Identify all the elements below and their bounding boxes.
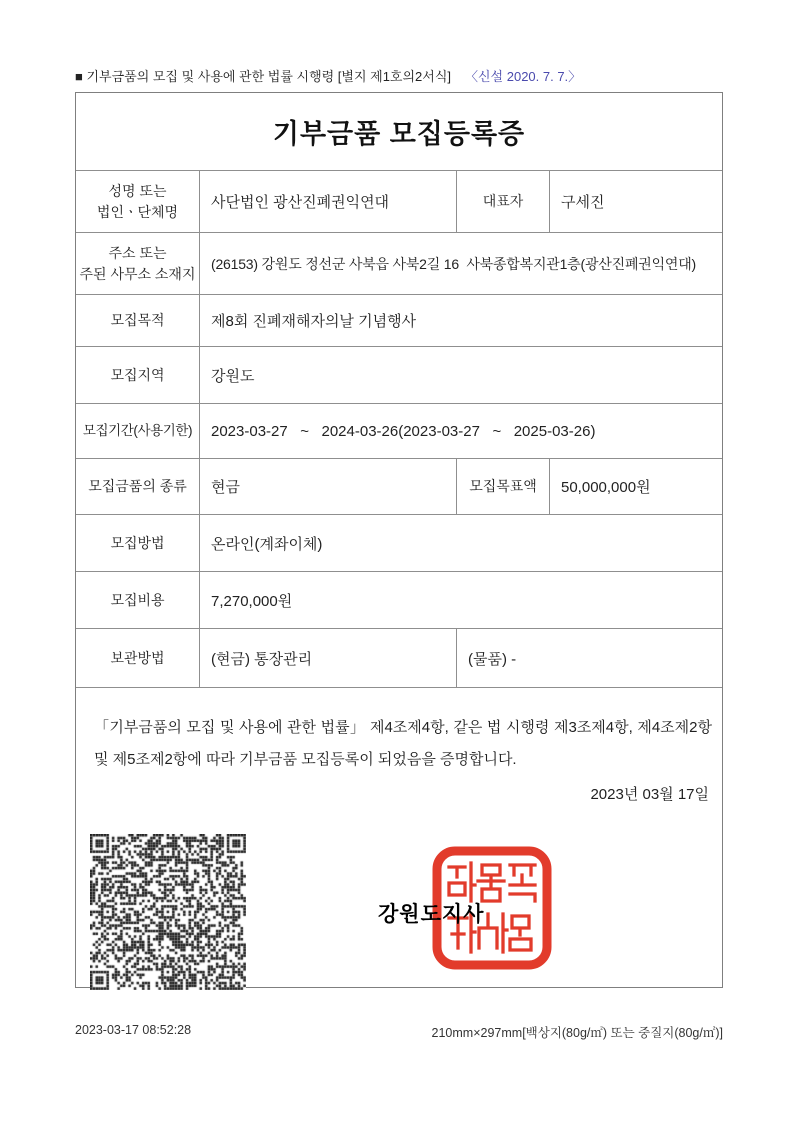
value-region: 강원도 [199, 347, 722, 403]
certificate-table [75, 92, 723, 988]
law-reference-text: ■ 기부금품의 모집 및 사용에 관한 법률 시행령 [별지 제1호의2서식] [75, 69, 451, 84]
row-kind [76, 458, 722, 514]
row-storage [76, 628, 722, 687]
revision-note: 〈신설 2020. 7. 7.〉 [465, 69, 582, 84]
issuer-title: 강원도지사 [378, 903, 485, 926]
value-cost: 7,270,000원 [199, 572, 722, 628]
value-kind: 현금 [199, 459, 456, 514]
label-purpose: 모집목적 [110, 312, 165, 328]
row-cost [76, 571, 722, 628]
certification-statement: 「기부금품의 모집 및 사용에 관한 법률」 제4조제4항, 같은 법 시행령 제3조제4항, 제4조제2항 및 제5조제2항에 따라 기부금품 모집등록이 되었음을 증명합니다. [94, 719, 712, 768]
row-region [76, 346, 722, 403]
page-footer [75, 1023, 723, 1041]
row-purpose [76, 294, 722, 346]
row-name [76, 170, 722, 232]
print-timestamp: 2023-03-17 08:52:28 [75, 1023, 192, 1037]
label-org-name-line1: 성명 또는 [108, 182, 167, 199]
qr-code [90, 834, 246, 990]
label-period: 모집기간(사용기한) [82, 422, 193, 438]
value-storage-cash: (현금) 통장관리 [199, 629, 456, 687]
title-row [76, 93, 722, 170]
value-method: 온라인(계좌이체) [199, 515, 722, 571]
label-address-line2: 주된 사무소 소재지 [79, 265, 196, 282]
label-target-amount: 모집목표액 [456, 459, 549, 514]
value-purpose: 제8회 진폐재해자의날 기념행사 [199, 295, 722, 346]
label-region: 모집지역 [110, 366, 165, 383]
value-address: (26153) 강원도 정선군 사북읍 사북2길 16 사북종합복지관1층(광산진폐권익연대) [199, 233, 722, 294]
certification-area [76, 687, 722, 987]
label-storage: 보관방법 [110, 649, 165, 666]
label-kind: 모집금품의 종류 [88, 478, 187, 494]
label-method: 모집방법 [110, 534, 165, 551]
label-address [76, 233, 199, 294]
label-representative: 대표자 [456, 171, 549, 232]
value-target-amount: 50,000,000원 [549, 459, 722, 514]
value-storage-goods: (물품) - [456, 629, 722, 687]
paper-spec: 210mm×297mm[백상지(80g/㎡) 또는 중질지(80g/㎡)] [431, 1026, 723, 1040]
certificate-title: 기부금품 모집등록증 [272, 119, 526, 149]
row-period [76, 403, 722, 458]
value-period: 2023-03-27 ~ 2024-03-26(2023-03-27 ~ 2025-03-26) [199, 404, 722, 458]
issue-date: 2023년 03월 17일 [590, 786, 709, 803]
value-org-name: 사단법인 광산진폐권익연대 [199, 171, 456, 232]
label-cost: 모집비용 [110, 591, 165, 608]
label-org-name [76, 171, 199, 232]
value-representative: 구세진 [549, 171, 722, 232]
label-org-name-line2: 법인ㆍ단체명 [96, 203, 179, 220]
label-address-line1: 주소 또는 [108, 244, 167, 261]
row-method [76, 514, 722, 571]
row-address [76, 232, 722, 294]
form-reference-note [75, 66, 723, 85]
